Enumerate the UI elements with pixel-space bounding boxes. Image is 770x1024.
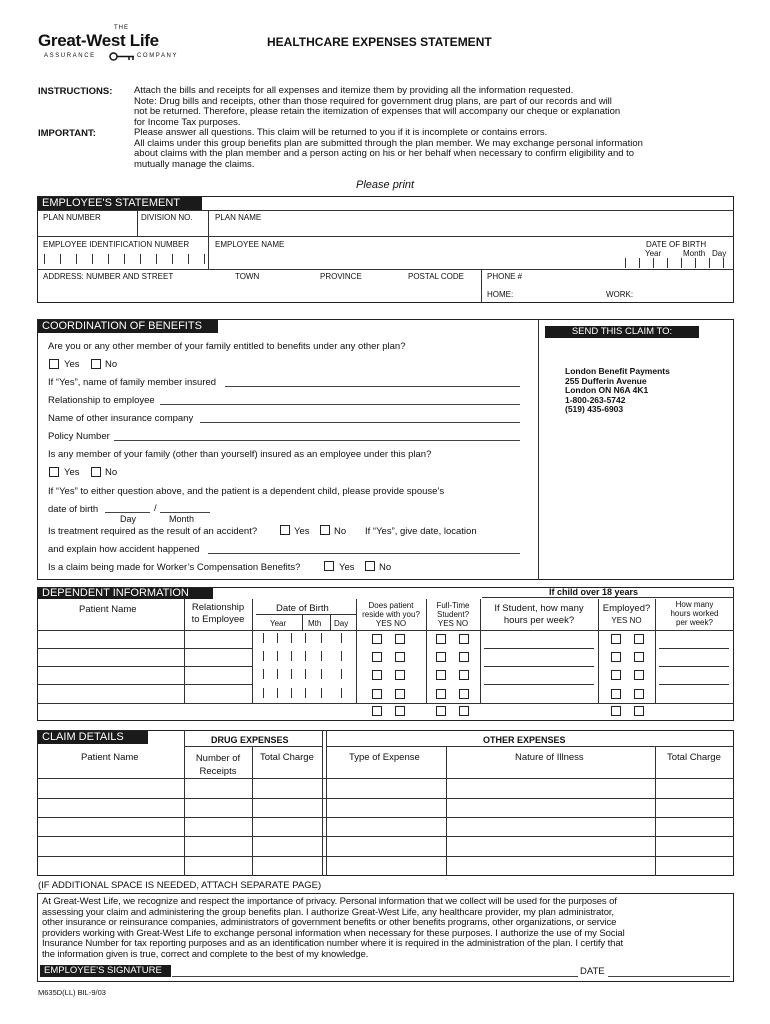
dep-worked-line: How many bbox=[675, 600, 714, 609]
family-employee-no-checkbox[interactable] bbox=[91, 467, 101, 477]
privacy-line: the information given is true, correct and complete to the best of my knowledge. bbox=[42, 948, 369, 960]
dep-student-no-checkbox[interactable] bbox=[459, 652, 469, 662]
form-code: M635D(LL) BIL-9/03 bbox=[38, 988, 106, 997]
spouse-dob-label: date of birth bbox=[48, 504, 99, 515]
dep-relationship-line: to Employee bbox=[191, 614, 245, 625]
dep-employed-yes-checkbox[interactable] bbox=[611, 634, 621, 644]
accident-question: Is treatment required as the result of an accident? bbox=[48, 526, 258, 537]
yes-label: Yes bbox=[294, 526, 310, 537]
claim-rows[interactable] bbox=[38, 779, 733, 875]
instructions-line: not be returned. Therefore, please retain the itemization of expenses that will accompany our cheque or explanation bbox=[134, 106, 621, 117]
drug-total-charge-header: Total Charge bbox=[260, 752, 314, 763]
employee-id-boxes[interactable] bbox=[40, 252, 205, 266]
yes-label: Yes bbox=[64, 467, 80, 478]
dep-dob-header: Date of Birth bbox=[276, 603, 329, 614]
dep-employed-header bbox=[598, 603, 655, 627]
other-total-charge-header: Total Charge bbox=[667, 752, 721, 763]
dep-reside-no-checkbox[interactable] bbox=[395, 670, 405, 680]
employee-id-field[interactable]: EMPLOYEE IDENTIFICATION NUMBER bbox=[43, 240, 190, 249]
dep-reside-no-checkbox[interactable] bbox=[395, 689, 405, 699]
dob-day-label: Day bbox=[712, 249, 727, 258]
privacy-text bbox=[42, 897, 625, 961]
important-line: All claims under this group benefits plan are submitted through the plan member. We may exchange personal information bbox=[134, 137, 643, 149]
no-label: No bbox=[379, 562, 392, 573]
dep-hours-line: If Student, how many bbox=[494, 603, 584, 614]
please-print: Please print bbox=[356, 179, 415, 191]
dep-student-yes-checkbox[interactable] bbox=[436, 634, 446, 644]
logo-company: COMPANY bbox=[137, 53, 179, 59]
dep-reside-line: reside with you? bbox=[362, 610, 420, 619]
dep-employed-yes-checkbox[interactable] bbox=[611, 689, 621, 699]
logo-assurance: ASSURANCE bbox=[44, 53, 96, 59]
send-claim-address bbox=[565, 367, 670, 415]
accident-details-label: If “Yes”, give date, location bbox=[365, 526, 477, 537]
dob-label: DATE OF BIRTH bbox=[646, 240, 707, 249]
signature-input[interactable] bbox=[172, 976, 578, 977]
dep-hours-header bbox=[480, 603, 598, 627]
family-employee-question: Is any member of your family (other than yourself) insured as an employee under this plan? bbox=[48, 449, 432, 460]
send-address-line: London ON N6A 4K1 bbox=[565, 385, 649, 396]
send-address-line: 255 Dufferin Avenue bbox=[565, 375, 647, 386]
instructions-label: INSTRUCTIONS: bbox=[38, 86, 113, 97]
claim-details-header: CLAIM DETAILS bbox=[38, 731, 148, 744]
dep-student-yes-checkbox[interactable] bbox=[436, 652, 446, 662]
dob-slash: / bbox=[154, 503, 157, 514]
instructions-line: Note: Drug bills and receipts, other than those required for government drug plans, are part of our records and will bbox=[134, 95, 612, 107]
important-line: about claims with the plan member and a person acting on his or her behalf when necessary to confirm eligibility and to bbox=[134, 148, 635, 159]
page-title: HEALTHCARE EXPENSES STATEMENT bbox=[267, 35, 492, 49]
dep-month-header: Mth bbox=[308, 619, 322, 628]
dep-student-yes-checkbox[interactable] bbox=[436, 706, 446, 716]
postal-code-field[interactable]: POSTAL CODE bbox=[408, 272, 465, 281]
wcb-no-checkbox[interactable] bbox=[365, 561, 375, 571]
employee-name-field[interactable]: EMPLOYEE NAME bbox=[215, 240, 285, 249]
insurer-label: Name of other insurance company bbox=[48, 413, 194, 424]
no-label: No bbox=[105, 467, 118, 478]
dep-student-no-checkbox[interactable] bbox=[459, 634, 469, 644]
send-address-line: London Benefit Payments bbox=[565, 366, 670, 376]
policy-input[interactable] bbox=[114, 440, 520, 441]
dep-reside-line: Does patient bbox=[368, 601, 414, 610]
important-label: IMPORTANT: bbox=[38, 128, 96, 139]
dep-dob-boxes[interactable] bbox=[219, 688, 354, 700]
yes-label: Yes bbox=[64, 359, 80, 370]
important-line: Please answer all questions. This claim will be returned to you if it is incomplete or contains errors. bbox=[134, 127, 548, 138]
dep-student-no-checkbox[interactable] bbox=[459, 689, 469, 699]
dep-reside-no-checkbox[interactable] bbox=[395, 652, 405, 662]
dep-worked-header bbox=[655, 600, 734, 627]
dep-reside-no-checkbox[interactable] bbox=[395, 634, 405, 644]
expense-type-header: Type of Expense bbox=[349, 752, 420, 763]
insurer-input[interactable] bbox=[200, 422, 520, 423]
dependent-note: If “Yes” to either question above, and the patient is a dependent child, please provide spouse’s bbox=[48, 486, 445, 497]
dep-employed-yesno: YES NO bbox=[611, 616, 642, 625]
division-no-field[interactable]: DIVISION NO. bbox=[141, 213, 193, 222]
dep-dob-boxes[interactable] bbox=[219, 633, 354, 645]
dep-reside-yes-checkbox[interactable] bbox=[372, 670, 382, 680]
instructions-line: Attach the bills and receipts for all expenses and itemize them by providing all the information requested. bbox=[134, 85, 574, 96]
signature-label: EMPLOYEE'S SIGNATURE bbox=[40, 965, 171, 977]
dep-reside-yes-checkbox[interactable] bbox=[372, 706, 382, 716]
dep-employed-no-checkbox[interactable] bbox=[634, 689, 644, 699]
dep-student-yes-checkbox[interactable] bbox=[436, 689, 446, 699]
phone-label: PHONE # bbox=[487, 272, 523, 281]
dep-fulltime-header bbox=[426, 601, 480, 628]
coordination-header: COORDINATION OF BENEFITS bbox=[38, 320, 218, 333]
spouse-month-label: Month bbox=[169, 514, 195, 524]
claim-receipts-header bbox=[184, 752, 252, 778]
dep-reside-yes-checkbox[interactable] bbox=[372, 634, 382, 644]
important-text bbox=[134, 128, 643, 170]
instructions-line: for Income Tax purposes. bbox=[134, 116, 241, 128]
work-phone-field[interactable]: WORK: bbox=[606, 290, 634, 299]
dep-employed-no-checkbox[interactable] bbox=[634, 652, 644, 662]
yes-label: Yes bbox=[339, 562, 355, 573]
illness-header: Nature of Illness bbox=[515, 752, 584, 763]
spouse-dob-day-input[interactable] bbox=[105, 512, 150, 513]
dep-reside-no-checkbox[interactable] bbox=[395, 706, 405, 716]
relationship-input[interactable] bbox=[160, 404, 520, 405]
privacy-line: providers working with Great-West Life to exchange personal information when necessary for these purposes. I authorize the use of my Social bbox=[42, 927, 625, 939]
plan-name-field[interactable]: PLAN NAME bbox=[215, 213, 262, 222]
claim-patient-name-header: Patient Name bbox=[81, 752, 139, 763]
dep-student-yes-checkbox[interactable] bbox=[436, 670, 446, 680]
wcb-question: Is a claim being made for Worker’s Compensation Benefits? bbox=[48, 562, 301, 573]
claim-receipts-line: Receipts bbox=[199, 766, 237, 777]
send-address-line: (519) 435-6903 bbox=[565, 404, 624, 415]
policy-label: Policy Number bbox=[48, 431, 110, 442]
important-line: mutually manage the claims. bbox=[134, 158, 255, 170]
dep-reside-yes-checkbox[interactable] bbox=[372, 689, 382, 699]
date-label: DATE bbox=[580, 966, 605, 977]
dob-boxes[interactable] bbox=[623, 257, 733, 269]
accident-no-checkbox[interactable] bbox=[320, 525, 330, 535]
logo-name: Great-West Life bbox=[38, 31, 159, 50]
dependent-rows bbox=[37, 630, 734, 703]
family-member-label: If “Yes”, name of family member insured bbox=[48, 377, 217, 388]
relationship-label: Relationship to employee bbox=[48, 395, 155, 406]
dep-student-no-checkbox[interactable] bbox=[459, 706, 469, 716]
dep-employed-no-checkbox[interactable] bbox=[634, 634, 644, 644]
dep-employed-yes-checkbox[interactable] bbox=[611, 670, 621, 680]
dep-reside-yesno: YES NO bbox=[375, 619, 407, 628]
dep-employed-line: Employed? bbox=[602, 603, 651, 614]
dep-reside-header bbox=[356, 601, 426, 628]
privacy-line: assessing your claim and administering the group benefits plan. I authorize Great-West Life, any healthcare provider, my plan administrator, bbox=[42, 906, 614, 918]
dep-fulltime-line: Full-Time bbox=[436, 601, 470, 610]
other-plan-question: Are you or any other member of your family entitled to benefits under any other plan? bbox=[48, 341, 406, 352]
accident-explain-input[interactable] bbox=[208, 553, 520, 554]
dep-relationship-header bbox=[184, 602, 252, 626]
home-phone-field[interactable]: HOME: bbox=[487, 290, 514, 299]
over18-label: If child over 18 years bbox=[549, 587, 639, 597]
address-field[interactable]: ADDRESS: NUMBER AND STREET bbox=[43, 272, 174, 281]
dep-fulltime-line: Student? bbox=[436, 610, 470, 619]
dob-month-label: Month bbox=[683, 249, 706, 258]
family-employee-yes-checkbox[interactable] bbox=[49, 467, 59, 477]
family-member-input[interactable] bbox=[225, 386, 520, 387]
privacy-line: At Great-West Life, we recognize and respect the importance of privacy. Personal information that we collect will be used for the purposes of bbox=[42, 896, 617, 907]
dep-employed-yes-checkbox[interactable] bbox=[611, 706, 621, 716]
privacy-line: Insurance Number for tax reporting purposes and as an identification number where it is required in the administration of the plan. I certify that bbox=[42, 938, 624, 950]
other-plan-yes-checkbox[interactable] bbox=[49, 359, 59, 369]
privacy-line: other insurance or reinsurance companies, administrators of government benefits or other benefits programs, other organizations, or service bbox=[42, 917, 617, 929]
other-plan-no-checkbox[interactable] bbox=[91, 359, 101, 369]
dep-relationship-line: Relationship bbox=[191, 602, 245, 613]
accident-explain-label: and explain how accident happened bbox=[48, 544, 200, 555]
spouse-day-label: Day bbox=[120, 514, 137, 524]
dependent-header: DEPENDENT INFORMATION bbox=[38, 588, 213, 599]
plan-number-field[interactable]: PLAN NUMBER bbox=[43, 213, 101, 222]
dep-worked-line: per week? bbox=[676, 618, 713, 627]
dep-hours-line: hours per week? bbox=[503, 615, 575, 626]
wcb-yes-checkbox[interactable] bbox=[324, 561, 334, 571]
dep-fulltime-yesno: YES NO bbox=[437, 619, 469, 628]
dep-student-no-checkbox[interactable] bbox=[459, 670, 469, 680]
instructions-text bbox=[134, 86, 620, 128]
province-field[interactable]: PROVINCE bbox=[320, 272, 362, 281]
accident-yes-checkbox[interactable] bbox=[280, 525, 290, 535]
dob-year-label: Year bbox=[645, 249, 662, 258]
dep-patient-name-header: Patient Name bbox=[79, 604, 137, 615]
other-expenses-header: OTHER EXPENSES bbox=[483, 735, 566, 745]
date-input[interactable] bbox=[608, 976, 730, 977]
dep-dob-boxes[interactable] bbox=[219, 651, 354, 663]
dep-employed-no-checkbox[interactable] bbox=[634, 670, 644, 680]
dep-year-header: Year bbox=[270, 619, 287, 628]
send-claim-header: SEND THIS CLAIM TO: bbox=[545, 326, 699, 338]
dep-reside-yes-checkbox[interactable] bbox=[372, 652, 382, 662]
dep-day-header: Day bbox=[334, 619, 349, 628]
claim-receipts-line: Number of bbox=[195, 753, 241, 764]
logo-the: THE bbox=[114, 25, 129, 31]
town-field[interactable]: TOWN bbox=[235, 272, 260, 281]
send-address-line: 1-800-263-5742 bbox=[565, 394, 626, 405]
employee-statement-header: EMPLOYEE'S STATEMENT bbox=[38, 197, 202, 210]
no-label: No bbox=[105, 359, 118, 370]
spouse-dob-month-input[interactable] bbox=[160, 512, 210, 513]
drug-expenses-header: DRUG EXPENSES bbox=[211, 735, 289, 745]
dep-worked-line: hours worked bbox=[670, 609, 719, 618]
key-icon bbox=[109, 52, 135, 61]
additional-space-note: (IF ADDITIONAL SPACE IS NEEDED, ATTACH SEPARATE PAGE) bbox=[38, 880, 322, 891]
dep-employed-no-checkbox[interactable] bbox=[634, 706, 644, 716]
no-label: No bbox=[334, 526, 347, 537]
dep-employed-yes-checkbox[interactable] bbox=[611, 652, 621, 662]
dep-dob-boxes[interactable] bbox=[219, 669, 354, 681]
